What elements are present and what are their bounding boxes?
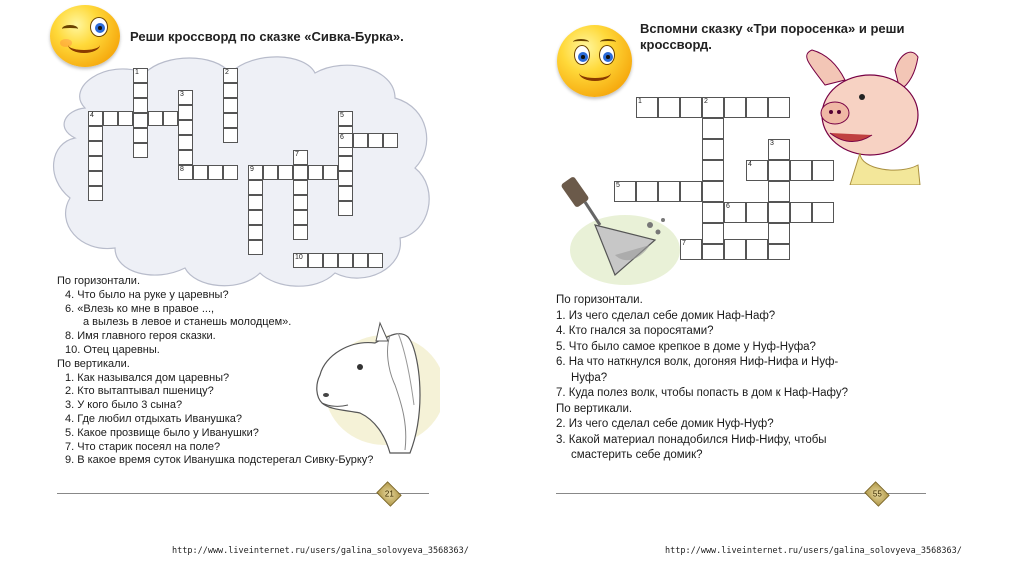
crossword-cell[interactable] <box>323 253 338 268</box>
crossword-cell[interactable] <box>88 186 103 201</box>
smiley-face-icon <box>557 25 632 97</box>
clues-left <box>57 275 447 468</box>
footer-source-url[interactable]: http://www.liveinternet.ru/users/galina_solovyeva_3568363/ <box>172 546 469 556</box>
crossword-cell[interactable] <box>293 180 308 195</box>
crossword-cell[interactable] <box>790 202 812 223</box>
crossword-cell[interactable] <box>768 202 790 223</box>
clue-item: 6. На что наткнулся волк, догоняя Ниф-Нифа и Нуф- <box>556 356 839 368</box>
cloud-background <box>45 48 445 288</box>
crossword-cell[interactable] <box>353 133 368 148</box>
page-divider-line <box>57 493 429 494</box>
crossword-cell[interactable] <box>724 97 746 118</box>
crossword-cell[interactable] <box>812 202 834 223</box>
crossword-cell[interactable] <box>178 135 193 150</box>
crossword-cell[interactable] <box>323 165 338 180</box>
crossword-cell[interactable] <box>248 195 263 210</box>
crossword-cell[interactable] <box>768 97 790 118</box>
crossword-cell[interactable]: 10 <box>293 253 308 268</box>
crossword-cell[interactable] <box>193 165 208 180</box>
footer-source-url[interactable]: http://www.liveinternet.ru/users/galina_solovyeva_3568363/ <box>665 546 962 556</box>
crossword-cell[interactable] <box>724 239 746 260</box>
crossword-cell[interactable] <box>680 97 702 118</box>
title-line-2: кроссворд. <box>640 37 712 52</box>
crossword-cell[interactable] <box>636 181 658 202</box>
clues-right <box>556 293 936 464</box>
page-title: Реши кроссворд по сказке «Сивка-Бурка». <box>130 29 404 44</box>
crossword-cell[interactable] <box>338 253 353 268</box>
clue-item: 5. Какое прозвище было у Иванушки? <box>65 426 259 439</box>
crossword-cell[interactable] <box>223 113 238 128</box>
crossword-cell[interactable]: 4 <box>88 111 103 126</box>
crossword-cell[interactable] <box>658 97 680 118</box>
crossword-cell[interactable] <box>248 240 263 255</box>
crossword-cell[interactable] <box>338 201 353 216</box>
crossword-cell[interactable] <box>88 126 103 141</box>
clue-item: 4. Где любил отдыхать Иванушка? <box>65 412 243 425</box>
crossword-cell[interactable]: 2 <box>702 97 724 118</box>
horizontal-header: По горизонтали. <box>57 275 140 287</box>
crossword-cell[interactable] <box>383 133 398 148</box>
crossword-cell[interactable]: 9 <box>248 165 263 180</box>
clue-item: 4. Что было на руке у царевны? <box>65 288 229 301</box>
crossword-cell[interactable] <box>768 160 790 181</box>
crossword-cell[interactable] <box>133 113 148 128</box>
crossword-cell[interactable] <box>680 181 702 202</box>
crossword-cell[interactable] <box>88 141 103 156</box>
crossword-cell[interactable] <box>163 111 178 126</box>
crossword-cell[interactable] <box>702 160 724 181</box>
crossword-cell[interactable] <box>746 239 768 260</box>
crossword-cell[interactable] <box>338 156 353 171</box>
clue-item: смастерить себе домик? <box>571 449 703 461</box>
crossword-cell[interactable] <box>133 143 148 158</box>
clue-item: 3. У кого было 3 сына? <box>65 399 183 412</box>
crossword-cell[interactable]: 2 <box>223 68 238 83</box>
clue-item: 2. Кто вытаптывал пшеницу? <box>65 385 214 398</box>
crossword-cell[interactable] <box>223 165 238 180</box>
clue-item: 9. В какое время суток Иванушка подстерегал Сивку-Бурку? <box>65 454 374 467</box>
crossword-cell[interactable] <box>746 202 768 223</box>
crossword-cell[interactable] <box>278 165 293 180</box>
crossword-cell[interactable] <box>88 171 103 186</box>
crossword-cell[interactable] <box>768 223 790 244</box>
crossword-cell[interactable] <box>702 223 724 244</box>
crossword-cell[interactable] <box>368 133 383 148</box>
clue-item: 7. Куда полез волк, чтобы попасть в дом к Наф-Нафу? <box>556 387 849 399</box>
crossword-cell[interactable] <box>293 195 308 210</box>
crossword-cell[interactable] <box>368 253 383 268</box>
crossword-cell[interactable] <box>702 118 724 139</box>
page-number-badge: 21 <box>376 481 401 506</box>
crossword-cell[interactable] <box>338 171 353 186</box>
crossword-cell[interactable] <box>702 139 724 160</box>
clue-item: а вылезь в левое и станешь молодцем». <box>83 316 292 329</box>
crossword-cell[interactable] <box>308 253 323 268</box>
clue-item: 7. Что старик посеял на поле? <box>65 440 221 453</box>
crossword-cell[interactable]: 6 <box>338 133 353 148</box>
crossword-cell[interactable] <box>293 225 308 240</box>
crossword-cell[interactable] <box>702 181 724 202</box>
clue-item: Нуфа? <box>571 371 608 384</box>
crossword-cell[interactable] <box>178 105 193 120</box>
crossword-cell[interactable] <box>133 128 148 143</box>
crossword-cell[interactable]: 5 <box>338 111 353 126</box>
crossword-cell[interactable]: 1 <box>636 97 658 118</box>
clue-item: 6. «Влезь ко мне в правое ..., <box>65 302 215 315</box>
clue-item: 10. Отец царевны. <box>65 343 160 356</box>
crossword-cell[interactable] <box>248 210 263 225</box>
crossword-cell[interactable] <box>178 150 193 165</box>
right-worksheet <box>545 0 962 556</box>
crossword-cell[interactable] <box>178 120 193 135</box>
clue-item: 3. Какой материал понадобился Ниф-Нифу, чтобы <box>556 433 827 446</box>
crossword-cell[interactable] <box>293 165 308 180</box>
crossword-cell[interactable] <box>118 111 133 126</box>
crossword-cell[interactable] <box>223 128 238 143</box>
horizontal-header: По горизонтали. <box>556 294 643 306</box>
crossword-cell[interactable] <box>133 83 148 98</box>
title-line-1: Вспомни сказку «Три поросенка» и реши <box>640 21 905 36</box>
crossword-cell[interactable] <box>790 160 812 181</box>
crossword-cell[interactable] <box>88 156 103 171</box>
crossword-cell[interactable]: 7 <box>680 239 702 260</box>
crossword-cell[interactable]: 3 <box>178 90 193 105</box>
crossword-cell[interactable] <box>248 180 263 195</box>
crossword-cell[interactable] <box>768 244 790 260</box>
crossword-cell[interactable]: 7 <box>293 150 308 165</box>
crossword-cell[interactable] <box>263 165 278 180</box>
left-worksheet <box>45 0 469 556</box>
crossword-cell[interactable] <box>768 181 790 202</box>
crossword-cell[interactable] <box>658 181 680 202</box>
clue-item: 1. Как назывался дом царевны? <box>65 371 230 384</box>
clue-item: 2. Из чего сделал себе домик Нуф-Нуф? <box>556 418 774 430</box>
crossword-cell[interactable] <box>223 98 238 113</box>
crossword-cell[interactable]: 4 <box>746 160 768 181</box>
crossword-cell[interactable] <box>746 97 768 118</box>
crossword-cell[interactable] <box>338 186 353 201</box>
crossword-cell[interactable] <box>353 253 368 268</box>
vertical-header: По вертикали. <box>57 357 130 370</box>
crossword-cell[interactable] <box>293 210 308 225</box>
vertical-header: По вертикали. <box>556 402 633 415</box>
crossword-cell[interactable]: 8 <box>178 165 193 180</box>
crossword-cell[interactable] <box>702 244 724 260</box>
clue-item: 5. Что было самое крепкое в доме у Нуф-Нуфа? <box>556 340 816 353</box>
clue-item: 4. Кто гнался за поросятами? <box>556 325 714 337</box>
crossword-cell[interactable] <box>702 202 724 223</box>
crossword-cell[interactable] <box>133 98 148 113</box>
crossword-cell[interactable] <box>248 225 263 240</box>
crossword-cell[interactable]: 3 <box>768 139 790 160</box>
clue-item: 1. Из чего сделал себе домик Наф-Наф? <box>556 309 776 322</box>
crossword-cell[interactable]: 5 <box>614 181 636 202</box>
page-number-badge: 55 <box>864 481 889 506</box>
crossword-cell[interactable]: 1 <box>133 68 148 83</box>
crossword-cell[interactable] <box>103 111 118 126</box>
crossword-cell[interactable] <box>223 83 238 98</box>
crossword-cell[interactable] <box>208 165 223 180</box>
clue-item: 8. Имя главного героя сказки. <box>65 330 216 343</box>
crossword-cell[interactable]: 6 <box>724 202 746 223</box>
crossword-cell[interactable] <box>308 165 323 180</box>
crossword-cell[interactable] <box>148 111 163 126</box>
crossword-cell[interactable] <box>812 160 834 181</box>
